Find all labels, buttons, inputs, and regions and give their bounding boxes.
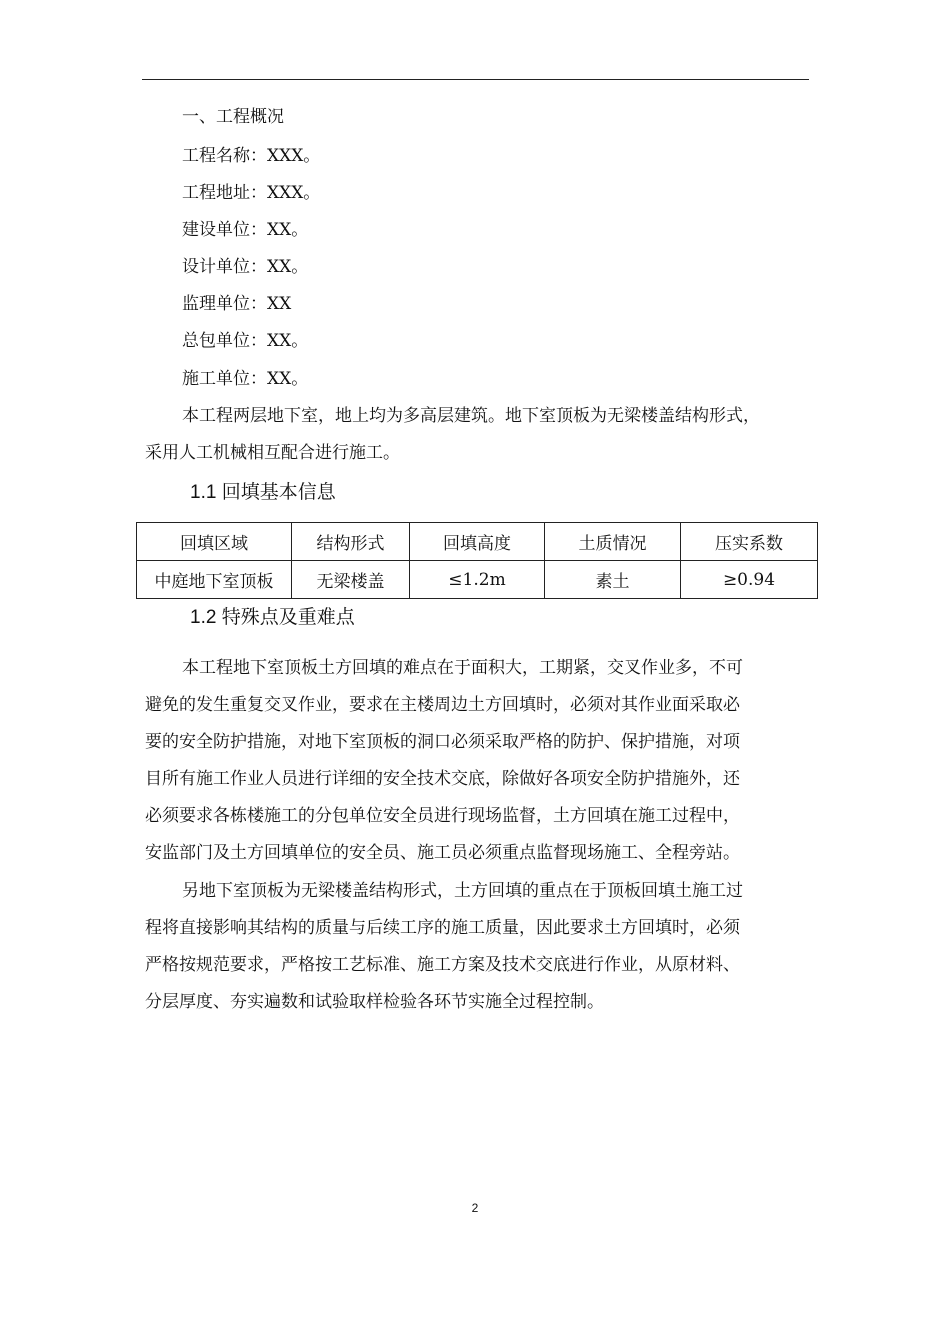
table-cell: ≥0.94 <box>681 561 818 599</box>
field-supervisor: 监理单位：XX <box>182 294 292 314</box>
table-header-cell: 压实系数 <box>681 523 818 561</box>
paragraph-line: 采用人工机械相互配合进行施工。 <box>145 443 400 463</box>
section-1-1-title: 1.1 回填基本信息 <box>190 482 336 503</box>
field-project-name: 工程名称：XXX。 <box>182 146 321 166</box>
paragraph-line: 本工程两层地下室，地上均为多高层建筑。地下室顶板为无梁楼盖结构形式， <box>182 406 760 426</box>
paragraph-line: 避免的发生重复交叉作业，要求在主楼周边土方回填时，必须对其作业面采取必 <box>145 695 740 715</box>
page-number: 2 <box>471 1201 479 1215</box>
paragraph-line: 分层厚度、夯实遍数和试验取样检验各环节实施全过程控制。 <box>145 992 604 1012</box>
field-constructor: 施工单位：XX。 <box>182 369 309 389</box>
table-header-cell: 回填高度 <box>410 523 545 561</box>
paragraph-line: 安监部门及土方回填单位的安全员、施工员必须重点监督现场施工、全程旁站。 <box>145 843 740 863</box>
table-row <box>137 561 818 599</box>
header-rule <box>142 79 809 80</box>
table-cell: ≤1.2m <box>410 561 545 599</box>
table-header-cell: 结构形式 <box>292 523 410 561</box>
paragraph-line: 必须要求各栋楼施工的分包单位安全员进行现场监督，土方回填在施工过程中， <box>145 806 740 826</box>
table-cell: 无梁楼盖 <box>292 561 410 599</box>
paragraph-line: 本工程地下室顶板土方回填的难点在于面积大，工期紧，交叉作业多，不可 <box>182 658 743 678</box>
paragraph-line: 目所有施工作业人员进行详细的安全技术交底，除做好各项安全防护措施外，还 <box>145 769 740 789</box>
table-cell: 素土 <box>545 561 681 599</box>
section-title: 一、工程概况 <box>182 107 284 127</box>
field-designer: 设计单位：XX。 <box>182 257 309 277</box>
backfill-info-table <box>136 522 818 599</box>
paragraph-line: 要的安全防护措施，对地下室顶板的洞口必须采取严格的防护、保护措施，对项 <box>145 732 740 752</box>
section-1-2-title: 1.2 特殊点及重难点 <box>190 607 355 628</box>
field-project-address: 工程地址：XXX。 <box>182 183 321 203</box>
paragraph-line: 另地下室顶板为无梁楼盖结构形式，土方回填的重点在于顶板回填土施工过 <box>182 881 743 901</box>
table-header-cell: 土质情况 <box>545 523 681 561</box>
paragraph-line: 严格按规范要求，严格按工艺标准、施工方案及技术交底进行作业，从原材料、 <box>145 955 740 975</box>
table-cell: 中庭地下室顶板 <box>137 561 292 599</box>
table-header-cell: 回填区域 <box>137 523 292 561</box>
field-general-contractor: 总包单位：XX。 <box>182 331 309 351</box>
field-owner: 建设单位：XX。 <box>182 220 309 240</box>
table-header-row <box>137 523 818 561</box>
paragraph-line: 程将直接影响其结构的质量与后续工序的施工质量，因此要求土方回填时，必须 <box>145 918 740 938</box>
